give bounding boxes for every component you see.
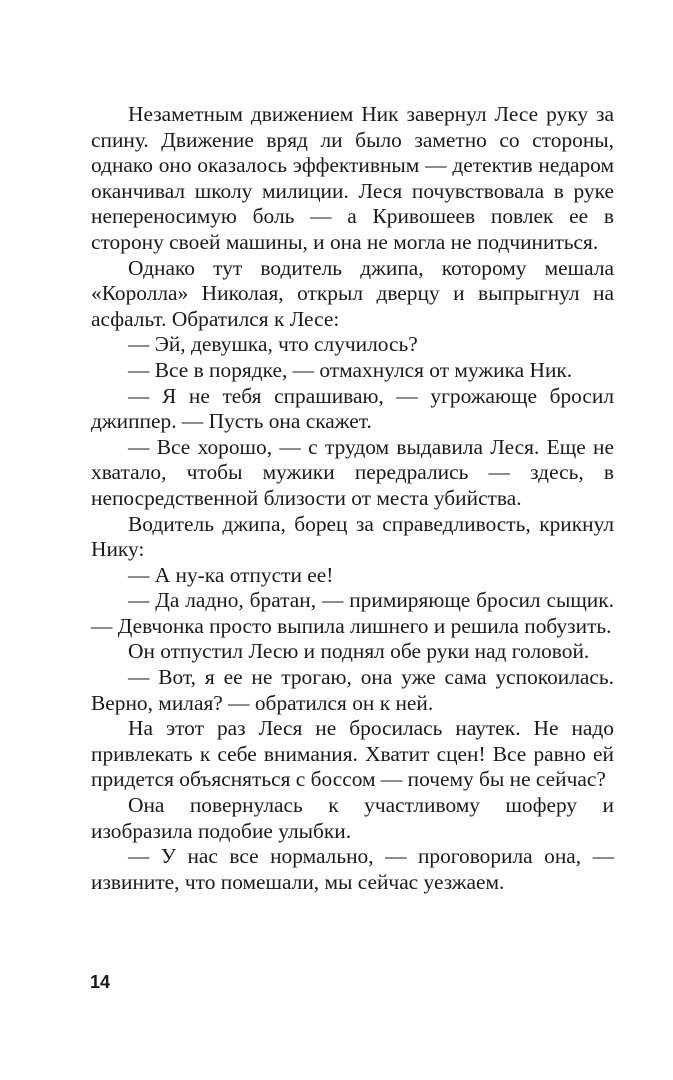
dialogue-line: — Эй, девушка, что случилось? xyxy=(128,332,418,357)
dialogue-line: — Вот, я ее не трогаю, она уже сама успокоилась. Верно, милая? — обратился он к ней. xyxy=(91,665,614,715)
dialogue-line: — У нас все нормально, — проговорила она, — извините, что помешали, мы сейчас уезжаем. xyxy=(91,844,614,894)
paragraph: Она повернулась к участливому шоферу и изобразила подобие улыбки. xyxy=(91,793,614,843)
dialogue-line: — Да ладно, братан, — примиряюще бросил сыщик. — Девчонка просто выпила лишнего и решила побузить. xyxy=(91,588,614,638)
page-number: 14 xyxy=(90,972,111,992)
paragraph: На этот раз Леся не бросилась наутек. Не надо привлекать к себе внимания. Хватит сцен! Все равно ей придется объясняться с боссом — почему бы не сейчас? xyxy=(91,716,614,792)
paragraph: Он отпустил Лесю и поднял обе руки над головой. xyxy=(128,639,590,664)
dialogue-line: — Я не тебя спрашиваю, — угрожающе бросил джиппер. — Пусть она скажет. xyxy=(91,383,614,434)
dialogue-line: — Все хорошо, — с трудом выдавила Леся. Еще не хватало, чтобы мужики передрались — здесь, в непосредственной близости от места убийства. xyxy=(91,434,614,510)
book-page-text xyxy=(91,102,614,895)
dialogue-line: — Все в порядке, — отмахнулся от мужика Ник. xyxy=(128,357,573,382)
paragraph: Однако тут водитель джипа, которому мешала «Королла» Николая, открыл дверцу и выпрыгнул на асфальт. Обратился к Лесе: xyxy=(91,255,614,331)
dialogue-line: — А ну-ка отпусти ее! xyxy=(128,562,334,587)
paragraph: Водитель джипа, борец за справедливость, крикнул Нику: xyxy=(91,511,614,562)
paragraph: Незаметным движением Ник завернул Лесе руку за спину. Движение вряд ли было заметно со стороны, однако оно оказалось эффективным — детектив недаром оканчивал школу милиции. Леся почувствовала в руке непереносимую боль — а Кривошеев повлек ее в сторону своей машины, и она не могла не подчиниться. xyxy=(91,102,614,254)
